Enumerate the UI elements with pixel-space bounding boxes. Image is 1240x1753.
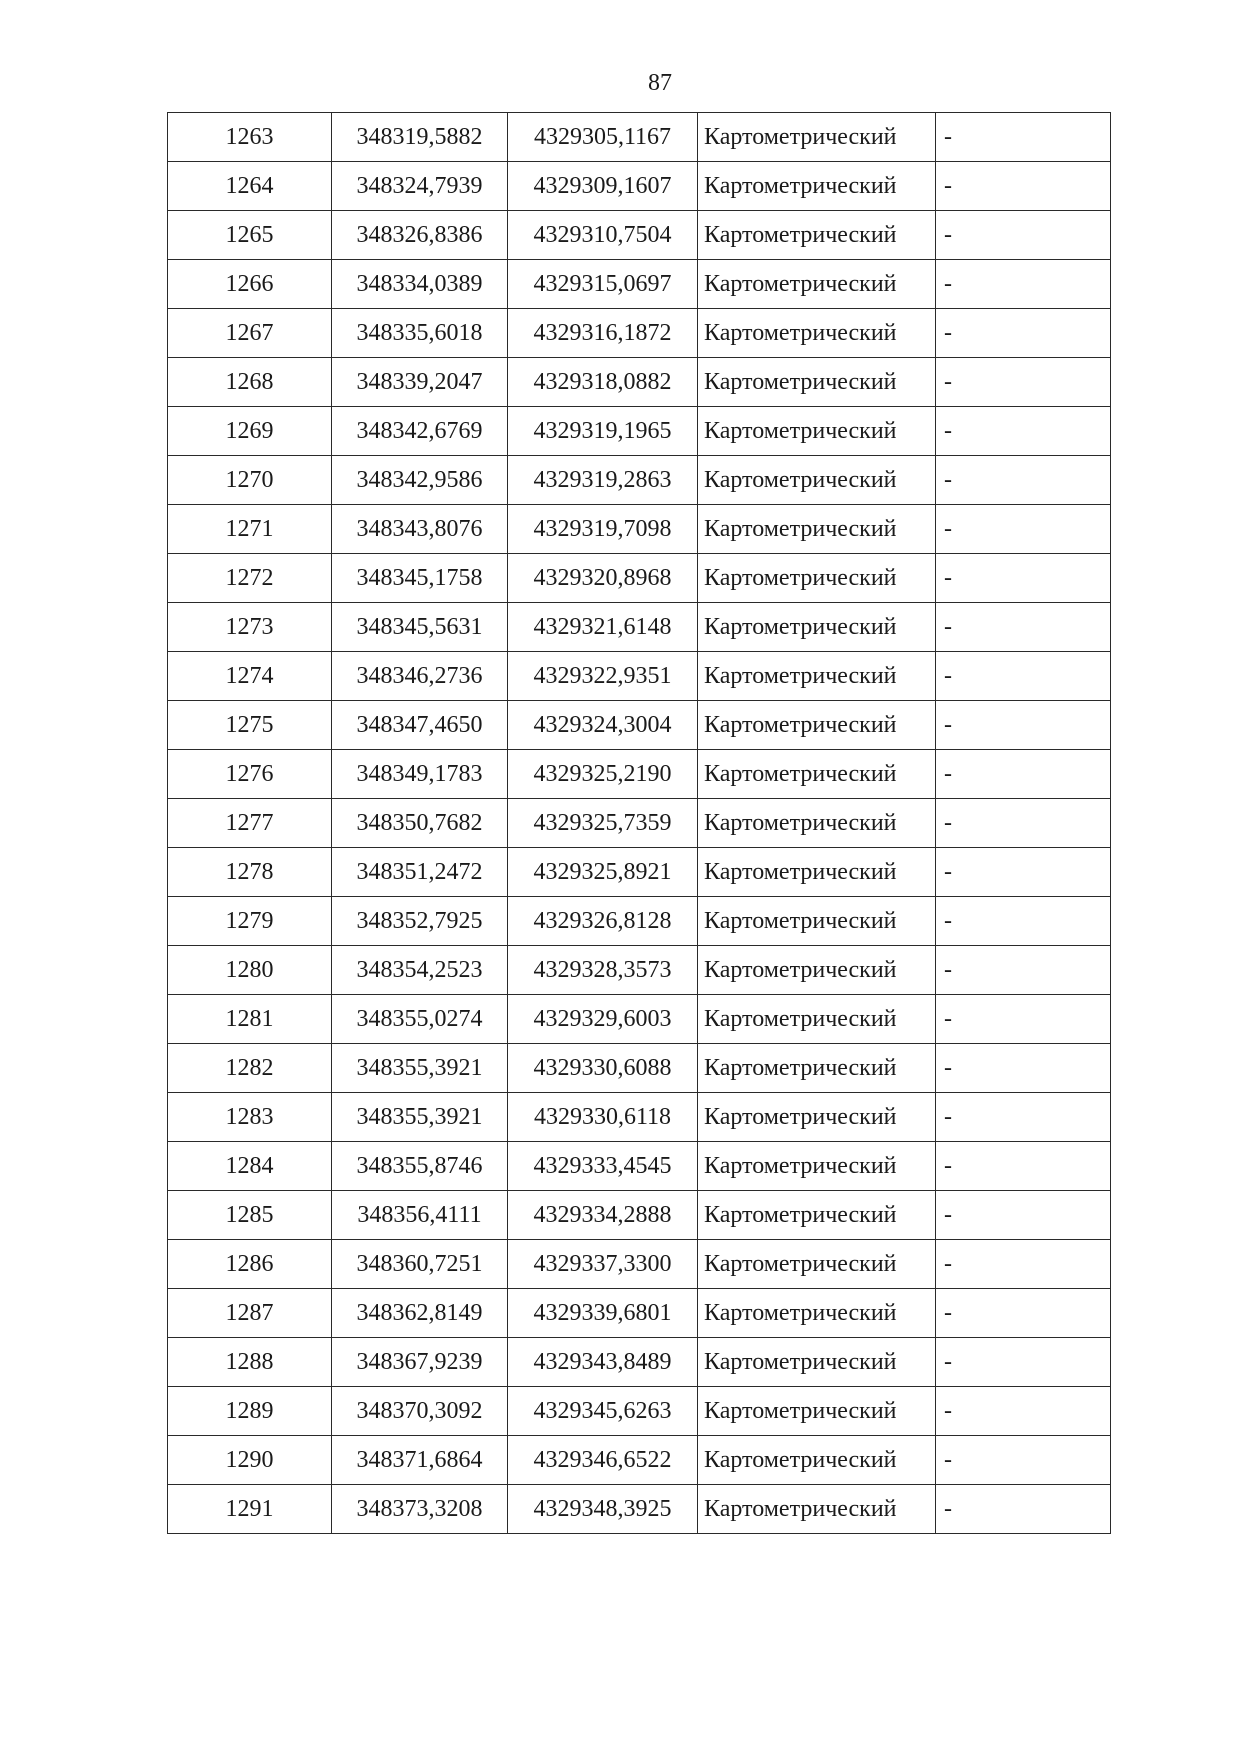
page-number: 87	[648, 70, 672, 96]
y-coordinate-cell: 4329319,7098	[508, 505, 698, 554]
description-cell: -	[936, 1289, 1111, 1338]
method-cell: Картометрический	[698, 162, 936, 211]
point-number-cell: 1265	[168, 211, 332, 260]
y-coordinate-cell: 4329334,2888	[508, 1191, 698, 1240]
y-coordinate-cell: 4329329,6003	[508, 995, 698, 1044]
point-number-cell: 1289	[168, 1387, 332, 1436]
description-cell: -	[936, 113, 1111, 162]
y-coordinate-cell: 4329316,1872	[508, 309, 698, 358]
table-row	[168, 946, 1111, 995]
method-cell: Картометрический	[698, 407, 936, 456]
method-cell: Картометрический	[698, 1044, 936, 1093]
y-coordinate-cell: 4329326,8128	[508, 897, 698, 946]
x-coordinate-cell: 348345,5631	[332, 603, 508, 652]
method-cell: Картометрический	[698, 750, 936, 799]
description-cell: -	[936, 407, 1111, 456]
description-cell: -	[936, 603, 1111, 652]
point-number-cell: 1277	[168, 799, 332, 848]
point-number-cell: 1271	[168, 505, 332, 554]
point-number-cell: 1270	[168, 456, 332, 505]
y-coordinate-cell: 4329324,3004	[508, 701, 698, 750]
description-cell: -	[936, 701, 1111, 750]
table-row	[168, 799, 1111, 848]
point-number-cell: 1290	[168, 1436, 332, 1485]
method-cell: Картометрический	[698, 701, 936, 750]
table-row	[168, 1240, 1111, 1289]
point-number-cell: 1283	[168, 1093, 332, 1142]
table-row	[168, 848, 1111, 897]
description-cell: -	[936, 554, 1111, 603]
description-cell: -	[936, 897, 1111, 946]
table-row	[168, 1142, 1111, 1191]
description-cell: -	[936, 848, 1111, 897]
table-row	[168, 260, 1111, 309]
y-coordinate-cell: 4329325,2190	[508, 750, 698, 799]
x-coordinate-cell: 348370,3092	[332, 1387, 508, 1436]
point-number-cell: 1280	[168, 946, 332, 995]
table-row	[168, 456, 1111, 505]
description-cell: -	[936, 799, 1111, 848]
method-cell: Картометрический	[698, 1387, 936, 1436]
method-cell: Картометрический	[698, 554, 936, 603]
description-cell: -	[936, 1485, 1111, 1534]
y-coordinate-cell: 4329310,7504	[508, 211, 698, 260]
point-number-cell: 1264	[168, 162, 332, 211]
description-cell: -	[936, 456, 1111, 505]
description-cell: -	[936, 1387, 1111, 1436]
method-cell: Картометрический	[698, 652, 936, 701]
method-cell: Картометрический	[698, 603, 936, 652]
y-coordinate-cell: 4329315,0697	[508, 260, 698, 309]
description-cell: -	[936, 652, 1111, 701]
table-row	[168, 603, 1111, 652]
x-coordinate-cell: 348347,4650	[332, 701, 508, 750]
table-row	[168, 1191, 1111, 1240]
y-coordinate-cell: 4329345,6263	[508, 1387, 698, 1436]
method-cell: Картометрический	[698, 946, 936, 995]
description-cell: -	[936, 1044, 1111, 1093]
table-row	[168, 750, 1111, 799]
table-row	[168, 1338, 1111, 1387]
x-coordinate-cell: 348350,7682	[332, 799, 508, 848]
x-coordinate-cell: 348346,2736	[332, 652, 508, 701]
x-coordinate-cell: 348319,5882	[332, 113, 508, 162]
method-cell: Картометрический	[698, 456, 936, 505]
y-coordinate-cell: 4329325,7359	[508, 799, 698, 848]
method-cell: Картометрический	[698, 995, 936, 1044]
method-cell: Картометрический	[698, 1093, 936, 1142]
description-cell: -	[936, 946, 1111, 995]
method-cell: Картометрический	[698, 897, 936, 946]
table-row	[168, 1093, 1111, 1142]
description-cell: -	[936, 162, 1111, 211]
table-row	[168, 309, 1111, 358]
coordinates-table-body	[168, 113, 1111, 1534]
y-coordinate-cell: 4329321,6148	[508, 603, 698, 652]
x-coordinate-cell: 348324,7939	[332, 162, 508, 211]
point-number-cell: 1275	[168, 701, 332, 750]
point-number-cell: 1284	[168, 1142, 332, 1191]
point-number-cell: 1273	[168, 603, 332, 652]
point-number-cell: 1268	[168, 358, 332, 407]
description-cell: -	[936, 995, 1111, 1044]
x-coordinate-cell: 348373,3208	[332, 1485, 508, 1534]
method-cell: Картометрический	[698, 309, 936, 358]
y-coordinate-cell: 4329330,6118	[508, 1093, 698, 1142]
method-cell: Картометрический	[698, 505, 936, 554]
point-number-cell: 1269	[168, 407, 332, 456]
y-coordinate-cell: 4329339,6801	[508, 1289, 698, 1338]
table-row	[168, 1485, 1111, 1534]
point-number-cell: 1287	[168, 1289, 332, 1338]
description-cell: -	[936, 358, 1111, 407]
x-coordinate-cell: 348355,3921	[332, 1044, 508, 1093]
y-coordinate-cell: 4329319,1965	[508, 407, 698, 456]
point-number-cell: 1274	[168, 652, 332, 701]
method-cell: Картометрический	[698, 1240, 936, 1289]
point-number-cell: 1288	[168, 1338, 332, 1387]
method-cell: Картометрический	[698, 1289, 936, 1338]
table-row	[168, 554, 1111, 603]
y-coordinate-cell: 4329322,9351	[508, 652, 698, 701]
description-cell: -	[936, 505, 1111, 554]
point-number-cell: 1263	[168, 113, 332, 162]
table-row	[168, 1436, 1111, 1485]
coordinates-table	[167, 112, 1111, 1534]
method-cell: Картометрический	[698, 799, 936, 848]
method-cell: Картометрический	[698, 1485, 936, 1534]
table-row	[168, 652, 1111, 701]
table-row	[168, 162, 1111, 211]
table-row	[168, 358, 1111, 407]
x-coordinate-cell: 348367,9239	[332, 1338, 508, 1387]
point-number-cell: 1279	[168, 897, 332, 946]
y-coordinate-cell: 4329318,0882	[508, 358, 698, 407]
table-row	[168, 1044, 1111, 1093]
y-coordinate-cell: 4329309,1607	[508, 162, 698, 211]
description-cell: -	[936, 750, 1111, 799]
y-coordinate-cell: 4329348,3925	[508, 1485, 698, 1534]
x-coordinate-cell: 348339,2047	[332, 358, 508, 407]
x-coordinate-cell: 348342,9586	[332, 456, 508, 505]
y-coordinate-cell: 4329333,4545	[508, 1142, 698, 1191]
x-coordinate-cell: 348360,7251	[332, 1240, 508, 1289]
method-cell: Картометрический	[698, 848, 936, 897]
x-coordinate-cell: 348351,2472	[332, 848, 508, 897]
point-number-cell: 1267	[168, 309, 332, 358]
method-cell: Картометрический	[698, 1338, 936, 1387]
method-cell: Картометрический	[698, 211, 936, 260]
y-coordinate-cell: 4329325,8921	[508, 848, 698, 897]
x-coordinate-cell: 348355,3921	[332, 1093, 508, 1142]
table-row	[168, 701, 1111, 750]
point-number-cell: 1291	[168, 1485, 332, 1534]
x-coordinate-cell: 348355,0274	[332, 995, 508, 1044]
y-coordinate-cell: 4329328,3573	[508, 946, 698, 995]
description-cell: -	[936, 211, 1111, 260]
description-cell: -	[936, 309, 1111, 358]
x-coordinate-cell: 348356,4111	[332, 1191, 508, 1240]
point-number-cell: 1285	[168, 1191, 332, 1240]
method-cell: Картометрический	[698, 1191, 936, 1240]
table-row	[168, 1387, 1111, 1436]
point-number-cell: 1272	[168, 554, 332, 603]
point-number-cell: 1278	[168, 848, 332, 897]
x-coordinate-cell: 348343,8076	[332, 505, 508, 554]
point-number-cell: 1281	[168, 995, 332, 1044]
description-cell: -	[936, 1338, 1111, 1387]
y-coordinate-cell: 4329346,6522	[508, 1436, 698, 1485]
table-row	[168, 113, 1111, 162]
x-coordinate-cell: 348362,8149	[332, 1289, 508, 1338]
x-coordinate-cell: 348354,2523	[332, 946, 508, 995]
method-cell: Картометрический	[698, 260, 936, 309]
table-row	[168, 995, 1111, 1044]
table-row	[168, 1289, 1111, 1338]
y-coordinate-cell: 4329330,6088	[508, 1044, 698, 1093]
table-row	[168, 897, 1111, 946]
y-coordinate-cell: 4329305,1167	[508, 113, 698, 162]
description-cell: -	[936, 1436, 1111, 1485]
y-coordinate-cell: 4329319,2863	[508, 456, 698, 505]
point-number-cell: 1282	[168, 1044, 332, 1093]
method-cell: Картометрический	[698, 1436, 936, 1485]
table-row	[168, 505, 1111, 554]
x-coordinate-cell: 348355,8746	[332, 1142, 508, 1191]
method-cell: Картометрический	[698, 358, 936, 407]
point-number-cell: 1266	[168, 260, 332, 309]
description-cell: -	[936, 1240, 1111, 1289]
description-cell: -	[936, 260, 1111, 309]
x-coordinate-cell: 348352,7925	[332, 897, 508, 946]
x-coordinate-cell: 348342,6769	[332, 407, 508, 456]
x-coordinate-cell: 348334,0389	[332, 260, 508, 309]
x-coordinate-cell: 348349,1783	[332, 750, 508, 799]
method-cell: Картометрический	[698, 113, 936, 162]
description-cell: -	[936, 1191, 1111, 1240]
x-coordinate-cell: 348371,6864	[332, 1436, 508, 1485]
method-cell: Картометрический	[698, 1142, 936, 1191]
table-row	[168, 407, 1111, 456]
point-number-cell: 1286	[168, 1240, 332, 1289]
x-coordinate-cell: 348326,8386	[332, 211, 508, 260]
description-cell: -	[936, 1142, 1111, 1191]
table-row	[168, 211, 1111, 260]
y-coordinate-cell: 4329320,8968	[508, 554, 698, 603]
x-coordinate-cell: 348335,6018	[332, 309, 508, 358]
description-cell: -	[936, 1093, 1111, 1142]
y-coordinate-cell: 4329337,3300	[508, 1240, 698, 1289]
y-coordinate-cell: 4329343,8489	[508, 1338, 698, 1387]
point-number-cell: 1276	[168, 750, 332, 799]
x-coordinate-cell: 348345,1758	[332, 554, 508, 603]
